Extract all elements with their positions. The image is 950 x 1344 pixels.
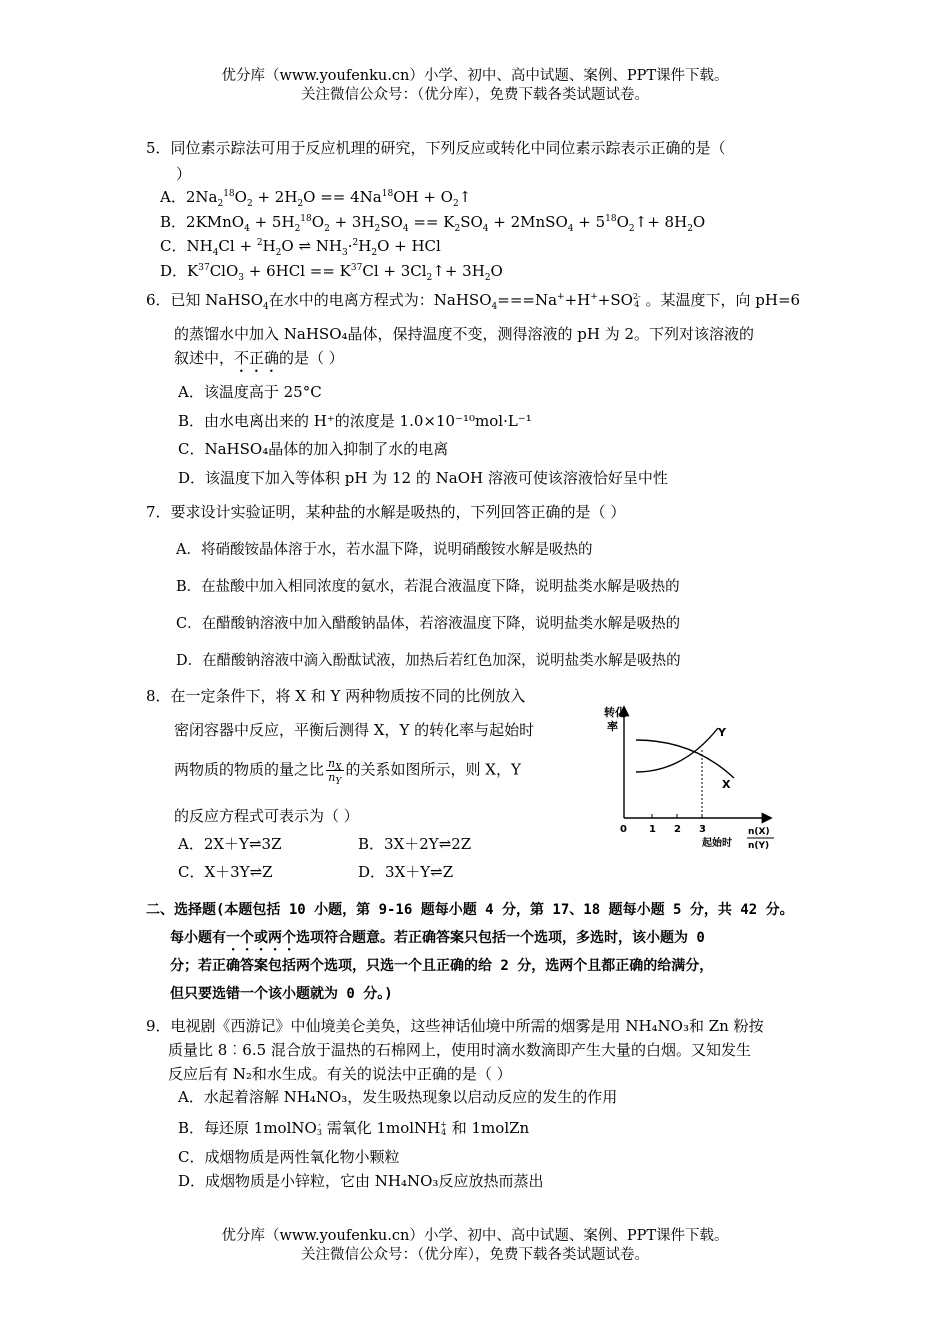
q6-line-2: 的蒸馏水中加入 NaHSO₄晶体，保持温度不变，测得溶液的 pH 为 2。下列对该溶液的 [174,325,755,343]
x-tick-2: 2 [674,824,681,835]
q5-option-d: D．$K^{37}ClO_3 + 6HCl == K^{37}Cl$ + $3Cl_2↑+ 3H_2O$ [160,262,503,283]
q7-stem: 7．要求设计实验证明，某种盐的水解是吸热的，下列回答正确的是（ ） [146,503,626,521]
q8-line-2: 密闭容器中反应，平衡后测得 X，Y 的转化率与起始时 [174,721,535,739]
q8-option-d: D．3X＋Y⇌Z [358,863,454,881]
q7-option-b: B．在盐酸中加入相同浓度的氨水，若混合液温度下降，说明盐类水解是吸热的 [176,579,680,595]
ratio-fraction: $\frac{n_X}{n_Y}$ [328,757,342,788]
x-tick-0: 0 [620,824,627,835]
q6-stem: 6．已知 NaHSO$_4$在水中的电离方程式为：NaHSO$_4$===Na++H++SO2- 4 。某温度下，向 pH=6 [146,291,801,312]
q8-line-1: 8．在一定条件下，将 X 和 Y 两种物质按不同的比例放入 [146,687,526,705]
x-tick-1: 1 [649,824,656,835]
q7-option-d: D．在醋酸钠溶液中滴入酚酞试液，加热后若红色加深，说明盐类水解是吸热的 [176,653,681,669]
footer-line-2: 关注微信公众号：（优分库），免费下载各类试题试卷。 [301,1247,649,1263]
q6-option-b: B．由水电离出来的 H⁺的浓度是 1.0×10⁻¹⁰mol·L⁻¹ [178,412,532,430]
q8-line-3: 两物质的物质的量之比 $\frac{n_X}{n_Y}$ 的关系如图所示，则 X，Y [174,757,521,788]
q8-option-a: A．2X＋Y⇌3Z [178,835,282,853]
q5-option-c: C．$NH_4Cl + ^2H_2O$ ⇌ $NH_3\cdot^2H_2O$ + HCl [160,237,441,258]
q7-option-a: A．将硝酸铵晶体溶于水，若水温下降，说明硝酸铵水解是吸热的 [176,542,593,558]
q5-option-b: B．2KMnO$_4$ + $5H_2^{18}O_2 + 3H_2SO_4 == K_2SO_4$ + 2MnSO$_4$ + $5^{18}O_2↑+ 8H_2O$ [160,213,706,234]
q8-option-b: B．3X＋2Y⇌2Z [358,835,472,853]
q9-option-d: D．成烟物质是小锌粒，它由 NH₄NO₃反应放热而蒸出 [178,1172,544,1190]
q5-option-a: A．$2Na_2^{18}O_2 + 2H_2O == 4Na^{18}OH$ + $O_2↑$ [160,188,472,209]
q9-line-1: 9．电视剧《西游记》中仙境美仑美奂，这些神话仙境中所需的烟雾是用 NH₄NO₃和 Zn 粉按 [146,1017,764,1035]
q6-option-a: A．该温度高于 25°C [178,383,322,401]
q6-line-3: 叙述中，不正确的是（ ） [174,349,344,367]
x-axis-label-den: n(Y) [748,841,770,851]
q9-line-3: 反应后有 N₂和水生成。有关的说法中正确的是（ ） [168,1065,512,1083]
x-axis-label-prefix: 起始时 [702,838,732,849]
q5-stem-end: ） [176,165,192,183]
footer-line-1: 优分库（www.youfenku.cn）小学、初中、高中试题、案例、PPT课件下载。 [221,1228,729,1244]
section2-line-1: 二、选择题(本题包括 10 小题，第 9-16 题每小题 4 分，第 17、18 题每小题 5 分，共 42 分。 [146,902,794,918]
q7-option-c: C．在醋酸钠溶液中加入醋酸钠晶体，若溶液温度下降，说明盐类水解是吸热的 [176,616,681,632]
q9-option-b: B．每还原 1molNO- 3 需氧化 1molNH+ 4 和 1molZn [178,1119,530,1137]
q8-option-c: C．X＋3Y⇌Z [178,863,273,881]
q5-stem: 5．同位素示踪法可用于反应机理的研究，下列反应或转化中同位素示踪表示正确的是（ [146,139,726,157]
q9-option-a: A．水起着溶解 NH₄NO₃，发生吸热现象以启动反应的发生的作用 [178,1088,618,1106]
section2-line-4: 但只要选错一个该小题就为 0 分。) [170,986,393,1002]
q6-option-c: C．NaHSO₄晶体的加入抑制了水的电离 [178,440,449,458]
section2-line-2: 每小题有一个或两个选项符合题意。若正确答案只包括一个选项，多选时，该小题为 0 [170,930,705,946]
x-axis-label-num: n(X) [748,827,770,837]
q9-option-c: C．成烟物质是两性氧化物小颗粒 [178,1148,400,1166]
emphasis-not-correct: 不正确 [234,349,280,367]
header-line-2: 关注微信公众号：（优分库），免费下载各类试题试卷。 [301,87,649,103]
q8-line-4: 的反应方程式可表示为（ ） [174,807,359,825]
section2-line-3: 分；若正确答案包括两个选项，只选一个且正确的给 2 分，选两个且都正确的给满分， [170,958,714,974]
y-axis-label-1: 转化 [604,706,626,719]
x-tick-3: 3 [699,824,706,835]
curve-x [636,740,734,778]
y-axis-label-2: 率 [607,720,618,733]
conversion-rate-graph [598,698,788,858]
curve-x-label: X [722,778,731,791]
curve-y-label: Y [718,726,726,739]
curve-y [636,728,718,772]
header-line-1: 优分库（www.youfenku.cn）小学、初中、高中试题、案例、PPT课件下载。 [221,68,729,84]
q6-option-d: D．该温度下加入等体积 pH 为 12 的 NaOH 溶液可使该溶液恰好呈中性 [178,469,668,487]
q9-line-2: 质量比 8︰6.5 混合放于温热的石棉网上，使用时滴水数滴即产生大量的白烟。又知发生 [168,1041,751,1059]
